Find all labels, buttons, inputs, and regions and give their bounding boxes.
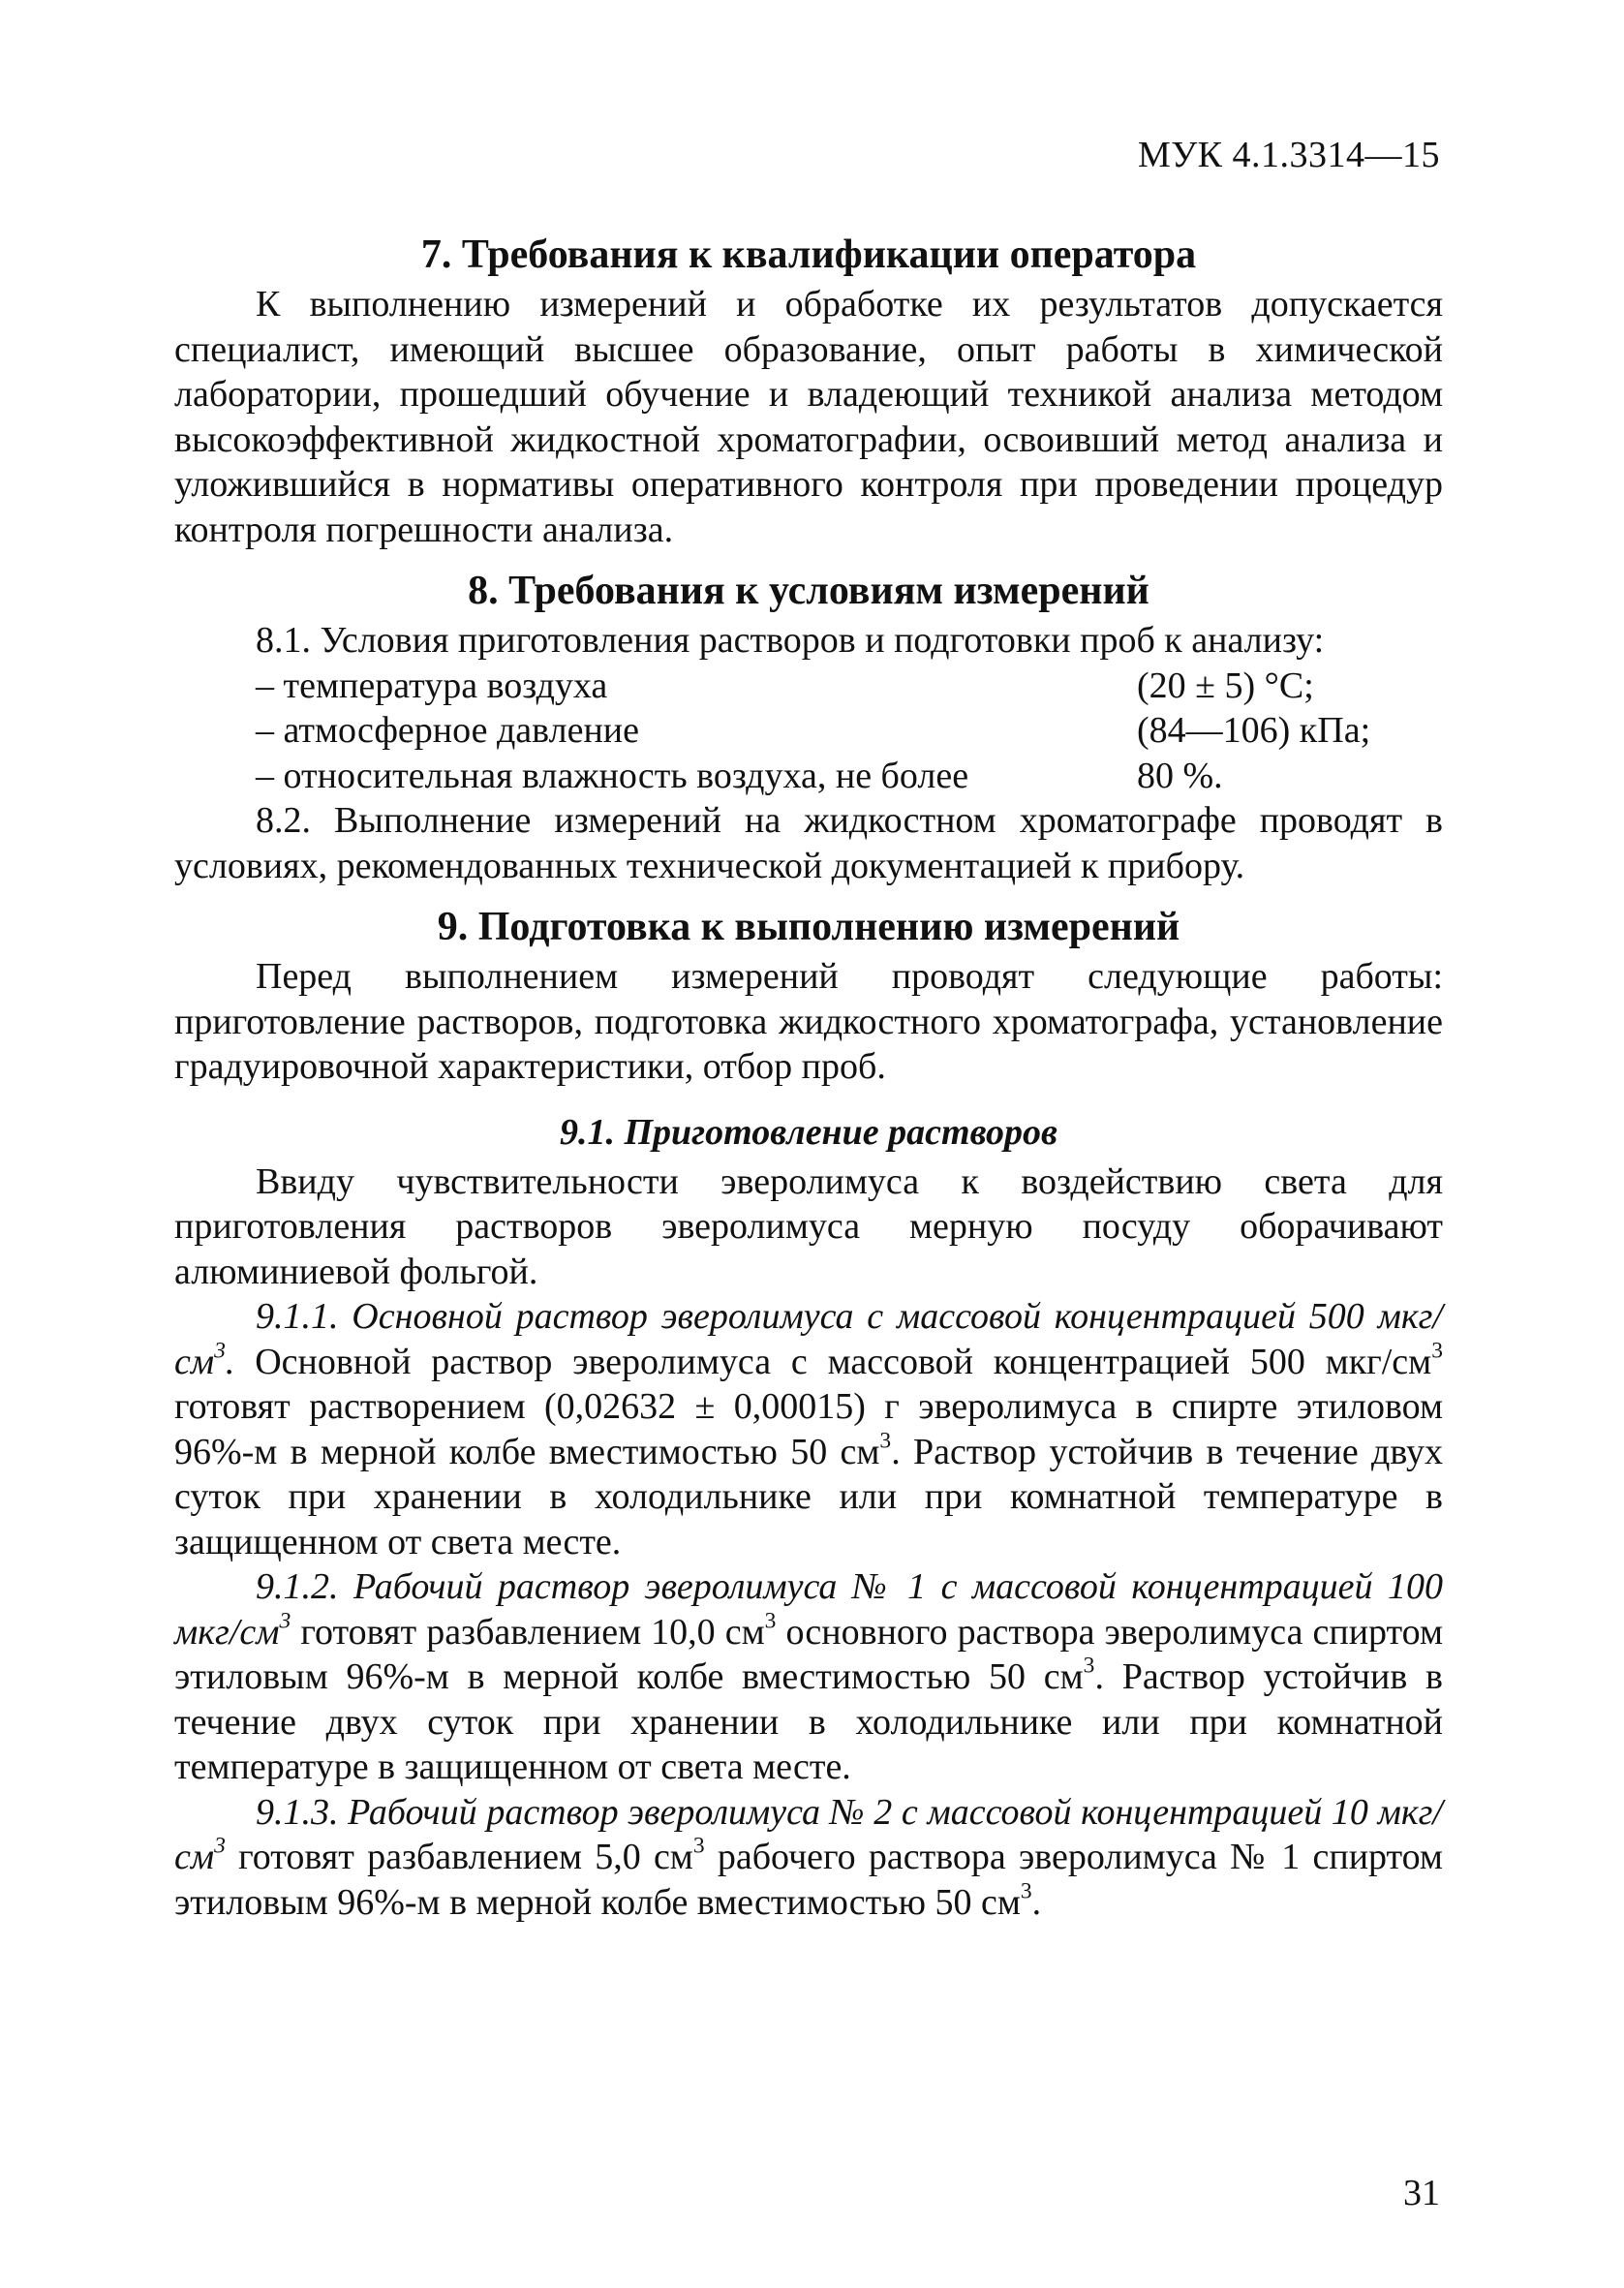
item-9-1-3-title: 9.1.3. Рабочий раствор эверолимуса № 2 с массовой концентрацией 10 мкг/$см^3$	[174, 1791, 1443, 1877]
subsection-9-1-intro: Ввиду чувствительности эверолимуса к воздействию света для приготовления растворов эверолимуса мерную посуду оборачивают алюминиевой фольгой.	[174, 1160, 1443, 1292]
section-7-title: 7. Требования к квалификации оператора	[420, 232, 1197, 277]
condition-label: – атмосферное давление	[256, 710, 639, 751]
condition-value: (20 ± 5) °С;	[1137, 665, 1314, 706]
section-8-2-paragraph: 8.2. Выполнение измерений на жидкостном хроматографе проводят в условиях, рекомендованных технической документацией к прибору.	[174, 800, 1443, 886]
section-7-paragraph: К выполнению измерений и обработке их результатов допускается специалист, имеющий высшее образование, опыт работы в химической лаборатории, прошедший обучение и владеющий техникой анализа методом высокоэффективной жидкостной хроматографии, освоивший метод анализа и уложившийся в нормативы оперативного контроля при проведении процедур контроля погрешности анализа.	[174, 284, 1443, 550]
section-9-paragraph: Перед выполнением измерений проводят следующие работы: приготовление растворов, подготовка жидкостного хроматографа, установление градуировочной характеристики, отбор проб.	[174, 956, 1443, 1087]
subsection-9-1-title: 9.1. Приготовление растворов	[559, 1111, 1058, 1153]
condition-row	[174, 708, 1443, 754]
condition-row	[174, 664, 1443, 709]
page-number: 31	[1403, 2173, 1440, 2213]
item-9-1-1-title: 9.1.1. Основной раствор эверолимуса с массовой концентрацией 500 мкг/$см^3$.	[174, 1296, 1443, 1382]
section-9-title: 9. Подготовка к выполнению измерений	[437, 905, 1180, 949]
condition-value: 80 %.	[1137, 755, 1223, 796]
document-code: МУК 4.1.3314—15	[1137, 135, 1440, 175]
item-9-1-1: 9.1.1. Основной раствор эверолимуса с массовой концентрацией 500 мкг/$см^3$. Основной раствор эверолимуса с массовой концентрацией 500 мкг/$см^3$ готовят растворением (0,02632 ± 0,00015) г эверолимуса в спирте этиловом 96%-м в мерной колбе вместимостью 50 $см^3$. Раствор устойчив в течение двух суток при хранении в холодильнике или при комнатной температуре в защищенном от света месте.	[174, 1296, 1443, 1562]
page-content	[174, 228, 1443, 1925]
condition-value: (84—106) кПа;	[1137, 710, 1371, 751]
condition-label: – температура воздуха	[256, 665, 608, 706]
item-9-1-3: 9.1.3. Рабочий раствор эверолимуса № 2 с массовой концентрацией 10 мкг/$см^3$ готовят разбавлением 5,0 $см^3$ рабочего раствора эверолимуса № 1 спиртом этиловым 96%-м в мерной колбе вместимостью 50 $см^3$.	[174, 1791, 1443, 1923]
condition-row	[174, 754, 1443, 799]
item-9-1-2: 9.1.2. Рабочий раствор эверолимуса № 1 с массовой концентрацией 100 мкг/$см^3$ готовят разбавлением 10,0 $см^3$ основного раствора эверолимуса спиртом этиловым 96%-м в мерной колбе вместимостью 50 $см^3$. Раствор устойчив в течение двух суток при хранении в холодильнике или при комнатной температуре в защищенном от света месте.	[174, 1566, 1443, 1787]
item-9-1-2-title: 9.1.2. Рабочий раствор эверолимуса № 1 с массовой концентрацией 100 мкг/$см^3$	[174, 1566, 1443, 1653]
condition-label: – относительная влажность воздуха, не более	[256, 755, 969, 796]
section-8-1-paragraph: 8.1. Условия приготовления растворов и подготовки проб к анализу:	[256, 620, 1325, 661]
conditions-list	[174, 664, 1443, 799]
section-8-title: 8. Требования к условиям измерений	[468, 569, 1149, 613]
